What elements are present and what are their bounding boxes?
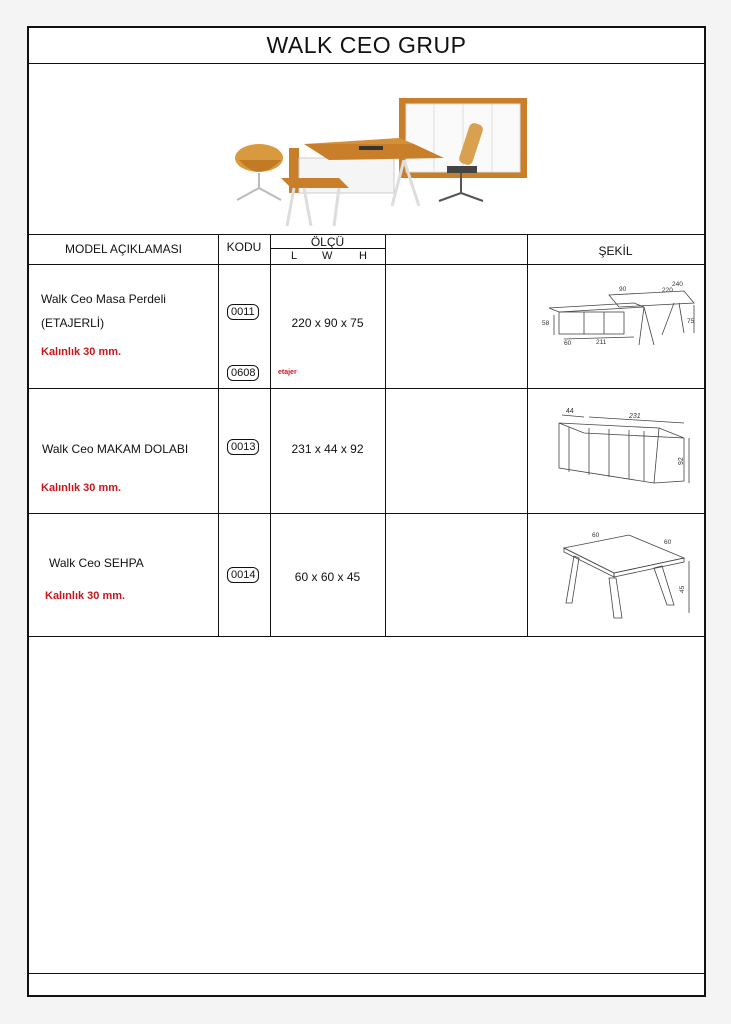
row1-drawing-label: 90 [619,286,627,293]
row1-drawing-label: 58 [542,320,550,327]
row1-technical-drawing [534,273,699,353]
row2-technical-drawing [544,403,694,498]
row1-drawing-label: 211 [596,339,607,346]
header-sekil: ŞEKİL [598,244,633,258]
row1-code2: 0608 [227,365,259,381]
row3-name: Walk Ceo SEHPA [49,556,144,570]
row2-drawing-label: 44 [566,408,574,415]
header-kodu: KODU [226,240,262,254]
row1-drawing-label: 240 [672,281,683,288]
row1-drawing-label: 60 [564,340,572,347]
header-h: H [359,250,367,262]
column-line [218,234,219,636]
row1-dims: 220 x 90 x 75 [291,316,364,330]
divider [29,388,704,389]
row2-name: Walk Ceo MAKAM DOLABI [42,442,189,456]
row1-name-sub: (ETAJERLİ) [41,316,105,330]
column-line [385,234,386,636]
row2-code: 0013 [227,439,259,455]
row1-drawing-label: 75 [687,318,695,325]
row1-name: Walk Ceo Masa Perdeli [41,292,166,306]
row3-technical-drawing [554,523,694,628]
row2-dims: 231 x 44 x 92 [291,442,364,456]
row3-drawing-label: 45 [679,585,686,593]
catalog-sheet [27,26,706,997]
row2-drawing-label: 92 [678,457,685,465]
divider [29,63,704,64]
row2-thickness: Kalınlık 30 mm. [41,482,122,494]
row1-code: 0011 [227,304,259,320]
row3-code: 0014 [227,567,259,583]
divider [29,264,704,265]
row1-code2-note: etajer [278,369,297,376]
product-hero-image [199,88,549,228]
row3-drawing-label: 60 [664,539,672,546]
header-olcu: ÖLÇÜ [310,235,345,249]
divider [29,636,704,637]
row3-dims: 60 x 60 x 45 [294,570,361,584]
column-line [527,234,528,636]
divider [29,513,704,514]
header-l: L [291,250,298,262]
header-model: MODEL AÇIKLAMASI [65,242,182,256]
header-w: W [322,250,333,262]
page-title: WALK CEO GRUP [266,32,467,58]
row1-drawing-label: 220 [662,287,673,294]
row2-drawing-label: 231 [629,413,641,420]
row3-thickness: Kalınlık 30 mm. [45,590,126,602]
divider [29,973,704,974]
row3-drawing-label: 60 [592,532,600,539]
row1-thickness: Kalınlık 30 mm. [41,346,122,358]
